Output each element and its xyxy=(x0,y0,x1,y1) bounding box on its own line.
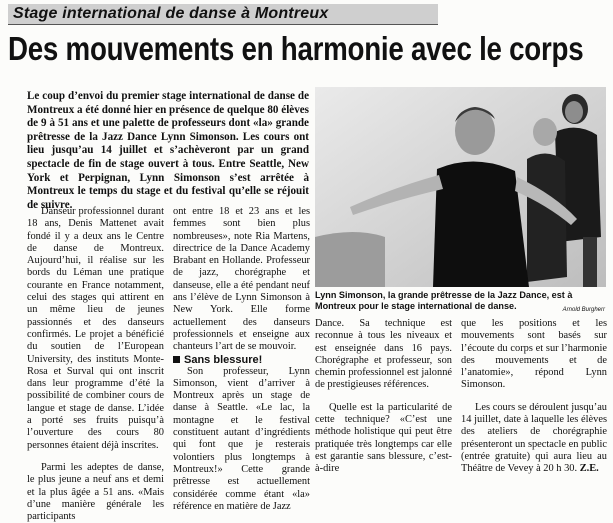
author-signature: Z.E. xyxy=(579,463,599,475)
subhead-text: Sans blessure! xyxy=(184,353,263,366)
kicker-text: Stage international de danse à Montreux xyxy=(13,5,329,22)
col4-paragraph-1: que les positions et les mouvements sont basés sur l’écoute du corps et sur l’harmonie des mouvements et de l’anatomie», répond Lynn Simonson. xyxy=(461,318,607,391)
column-1 xyxy=(27,206,164,523)
lead-paragraph: Le coup d’envoi du premier stage international de danse de Montreux a été donné hier en présence de quelque 80 élèves de 9 à 51 ans et une palette de professeurs dont «la» grande prêtresse de la Jazz Dance Lynn Simonson. Les cours ont lieu jusqu’au 14 juillet et s’achèveront par un grand spectacle de fin de stage ouvert à tous. Entre Seattle, New York et Perpignan, Lynn Simonson s’est arrêtée à Montreux le temps du stage et du festival qu’elle se réjouit de suivre. xyxy=(27,90,309,211)
bullet-square-icon xyxy=(173,356,180,363)
photo-caption: Lynn Simonson, la grande prêtresse de la Jazz Dance, est à Montreux pour le stage international de danse. xyxy=(315,290,573,311)
headline: Des mouvements en harmonie avec le corps xyxy=(8,30,584,67)
col3-paragraph-1: Dance. Sa technique est reconnue à tous les niveaux et est enseignée dans 16 pays. Chorégraphe et professeur, son chemin professionnel est jalonné de prestigieuses références. xyxy=(315,318,452,391)
col3-paragraph-2: Quelle est la particularité de cette technique? «C’est une méthode holistique qui peut être pratiquée très longtemps car elle est garantie sans blessure, c’est-à-dire xyxy=(315,401,452,475)
kicker-banner xyxy=(8,4,438,25)
photo-credit: Arnold Burgherr xyxy=(562,307,605,313)
column-3 xyxy=(315,318,452,476)
dancers-photo xyxy=(315,87,606,287)
column-2 xyxy=(173,206,310,513)
subhead xyxy=(173,354,310,366)
col4-paragraph-2-text: Les cours se déroulent jusqu’au 14 juillet, date à laquelle les élèves des ateliers de chorégraphie présenteront un spectacle en public (entrée gratuite) qui aura lieu au Théâtre de Vevey à 20 h 30. xyxy=(461,401,607,475)
col2-paragraph-2: Son professeur, Lynn Simonson, vient d’arriver à Montreux après un stage de danse à Seattle. «Le lac, la montagne et le festival constituent autant d’ingrédients qui font que je resterais volontiers plus longtemps à Montreux!» Cette grande prêtresse est actuellement considérée comme étant «la» référence en matière de Jazz xyxy=(173,365,310,512)
dancers-photo-image xyxy=(315,87,606,287)
col4-paragraph-2 xyxy=(461,402,607,476)
column-4 xyxy=(461,318,607,476)
col1-paragraph-2: Parmi les adeptes de danse, le plus jeune a neuf ans et demi et la plus âgée a 51 ans. «Mais d’une manière générale les participants xyxy=(27,461,164,523)
col2-paragraph-1: ont entre 18 et 23 ans et les femmes sont bien plus nombreuses», note Ria Martens, directrice de la Dance Academy Brabant en Hollande. Professeur de jazz, chorégraphe et danseuse, elle a été pendant neuf ans l’élève de Lynn Simonson à New York. Elle forme actuellement des danseurs professionnels et enseigne aux chanteurs l’art de se mouvoir. xyxy=(173,206,310,353)
col1-paragraph-1: Danseur professionnel durant 18 ans, Denis Mattenet avait fondé il y a deux ans le Centre de danse de Montreux. Aujourd’hui, il réalise sur les bords du Léman une pratique courante en France notamment, celui des stages qui attirent en un même lieu de jeunes passionnés et des danseurs confirmés. Le projet a bénéficié du soutien de l’European University, des instituts Monte-Rosa et Surval qui ont inscrit dans leur programme d’été la possibilité de combiner cours de langue et stage de danse. L’idée a porté ses fruits puisqu’à l’ouverture des cours 80 personnes étaient déjà inscrites. xyxy=(27,206,164,451)
